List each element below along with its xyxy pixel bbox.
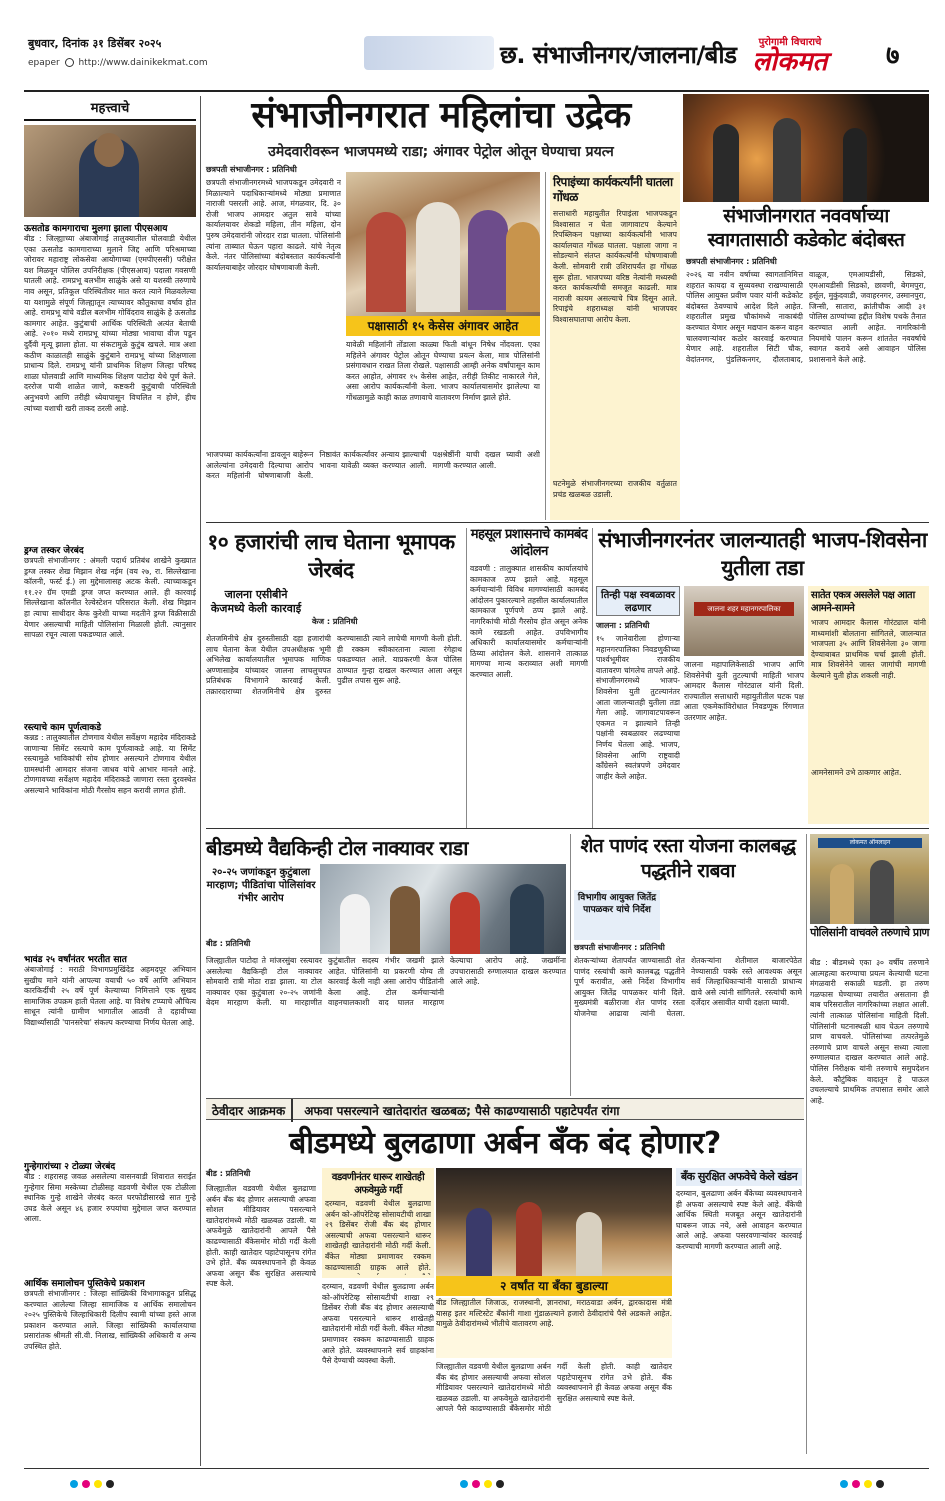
- lead-text-1: छत्रपती संभाजीनगरमध्ये भाजपकडून उमेदवारी न मिळाल्याने पदाधिकाऱ्यांमध्ये मोठ्या प्रमाणात नाराजी पसरली आहे. आज, मंगळवार, दि. ३० रोजी भाजप आमदार अतुल सावे यांच्या कार्यालयावर शेकडो महिला, तीन महिला, दोन पुरुष उमेदवारांनी जोरदार राडा घातला. पोलिसांनी त्यांना ताब्यात घेऊन पहारा काढले. यांचे नेतृत्व केले. नंतर पोलिसांच्या बंदोबस्तात कार्यकर्त्यांनी कार्यालयाबाहेर जोरदार घोषणाबाजी केली.: [206, 178, 341, 272]
- bribe-text: शेतजमिनीचे क्षेत्र दुरुस्तीसाठी दहा हजारांची लाच घेताना केज येथील उपअधीक्षक भूमी अभिलेख कार्यालयातील भूमापक माणिक अण्णासाहेब यांच्यावर जालना लाचलुचपत प्रतिबंधक विभागाने कारवाई केली. तक्रारदाराच्या शेतजमिनीचे क्षेत्र दुरुस्त करण्यासाठी त्याने लाचेची मागणी केली होती. ही रक्कम स्वीकारताना त्याला रंगेहाथ पकडण्यात आले. याप्रकरणी केज पोलिस ठाण्यात गुन्हा दाखल करण्यात आला असून पुढील तपास सुरू आहे.: [206, 634, 462, 696]
- person-figure: [510, 884, 544, 954]
- bank-photo-text: बीड जिल्ह्यातील जिजाऊ, राजस्थानी, ज्ञानराधा, मराठवाडा अर्बन, द्वारकादास मंत्री यासह इतर मल्टिस्टेट बँकांनी गाशा गुंडाळल्याने हजारो ठेवीदारांचे पैसे अडकले आहेत. यामुळे ठेवीदारांमध्ये भीतीचे वातावरण आहे.: [436, 1298, 672, 1358]
- lead-text-2: यावेळी महिलांनी तोंडाला काळ्या फिती बांधून निषेध नोंदवला. एका महिलेने अंगावर पेट्रोल ओतून घेण्याचा प्रयत्न केला, मात्र पोलिसांनी प्रसंगावधान राखत तिला रोखले. पक्षासाठी आम्ही अनेक वर्षांपासून काम करत आहोत, अंगावर १५ केसेस आहेत, तरीही तिकीट नाकारले गेले, असा आरोप कार्यकर्त्यांनी केला. भाजप कार्यालयासमोर झालेल्या या गोंधळामुळे काही काळ तणावाचे वातावरण निर्माण झाले होते.: [346, 340, 540, 402]
- farm-subhead: विभागीय आयुक्त जितेंद्र पापळकर यांचे निर्देश: [574, 890, 660, 940]
- sidebar-item-text: छत्रपती संभाजीनगर : अंमली पदार्थ प्रतिबंध शाखेने कुख्यात ड्रग्ज तस्कर शेख मिझान शेख नईम (वय २७, रा. सिल्लेखाना कॉलनी, फर्स्ट ई.) ला मुद्देमालासह अटक केली. त्याच्याकडून ११.२२ ग्रॅम एमडी ड्रग्ज जप्त करण्यात आले. ही कारवाई सिल्लेखाना कॉलनीत रेल्वेस्टेशन परिसरात केली. शेख मिझान हा त्याचा साथीदार केफ कुरेशी याच्या मदतीने ड्रग्ज विक्रीसाठी येणार असल्याची माहिती पोलिसांना मिळाली होती. त्यानुसार सापळा रचून त्याला पकडण्यात आले.: [24, 556, 196, 640]
- lead-photo-caption: पक्षासाठी १५ केसेस अंगावर आहेत: [346, 316, 540, 336]
- newyear-byline: छत्रपती संभाजीनगर : प्रतिनिधी: [686, 257, 777, 266]
- police-figure: [843, 128, 867, 202]
- cmyk-dot: [106, 1480, 114, 1488]
- sidebar-item-text: अंबाजोगाई : मराठी विभागप्रमुखिंदेड अहमदपूर अभियान सुखीच माने यांनी आपल्या वयाची ५० वर्षे आणि अभियान कारकिर्दीची २५ वर्षे पूर्ण केल्याच्या निमित्ताने एक सुखद सामाजिक उपक्रम हाती घेतला आहे. या विशेष टप्प्याचे औचित्य साधून त्यांनी ग्रामीण भागातील आठवी ते दहावीच्या विद्यार्थ्यांसाठी 'पानसरेचा' संकल्प करण्याचा निर्णय घेतला आहे.: [24, 965, 196, 1027]
- sidebar-item-title: ड्रग्ज तस्कर जेरबंद: [24, 546, 84, 556]
- sidebar-item-title: आर्थिक समालोचन पुस्तिकेचे प्रकाशन: [24, 1279, 145, 1289]
- epaper-url: http://www.dainikekmat.com: [78, 58, 208, 68]
- alliance-side: [808, 586, 929, 824]
- alliance-photo: [684, 586, 804, 656]
- sidebar-item: [24, 221, 196, 539]
- bank-photo-caption: २ वर्षांत या बँका बुडाल्या: [436, 1276, 672, 1296]
- sidebar-item-text: छत्रपती संभाजीनगर : जिल्हा सांख्यिकी विभागाकडून प्रसिद्ध करण्यात आलेल्या जिल्हा सामाजिक व आर्थिक समालोचन २०२५ पुस्तिकेचे जिल्हाधिकारी दिलीप स्वामी यांच्या हस्ते आज प्रकाशन करण्यात आले. जिल्हा सांख्यिकी कार्यालयाचा प्रसारांतक श्रीमती सी.वी. निलाख, सांख्यिकी अधिकारी व अन्य उपस्थित होते.: [24, 1289, 196, 1351]
- sidebar-item-title: रस्त्याचे काम पूर्णत्वाकडे: [24, 723, 102, 733]
- masthead-name: लोकमत: [752, 47, 828, 77]
- revenue-text: वडवणी : तालुक्यात शासकीय कार्यालयांचे कामकाज ठप्प झाले आहे. महसूल कर्मचाऱ्यांनी विविध मागण्यांसाठी कामबंद आंदोलन पुकारल्याने तहसील कार्यालयातील कामकाज पूर्णपणे ठप्प झाले आहे. नागरिकांची मोठी गैरसोय होत असून अनेक कामे रखडली आहेत. उपविभागीय अधिकारी कार्यालयासमोर कर्मचाऱ्यांनी ठिय्या आंदोलन केले. शासनाने तात्काळ मागण्या मान्य कराव्यात अशी मागणी करण्यात आली.: [470, 564, 588, 679]
- alliance-text-2: जालना महापालिकेसाठी भाजप आणि शिवसेनेची युती तुटल्याची माहिती भाजप आमदार कैलास गोरंट्याल यांनी दिली. राज्यातील सत्ताधारी महायुतीतील घटक पक्ष आता एकमेकांविरोधात निवडणूक रिंगणात उतरणार आहेत.: [684, 660, 804, 722]
- lead-text-3: भाजपच्या कार्यकर्त्यांना डावलून बाहेरून आलेल्यांना उमेदवारी दिल्याचा आरोप करत महिलांनी घोषणाबाजी केली. निष्ठावंत कार्यकर्त्यांवर अन्याय झाल्याची भावना यावेळी व्यक्त करण्यात आली. पक्षश्रेष्ठींनी याची दखल घ्यावी अशी मागणी करण्यात आली.: [206, 450, 540, 481]
- sidebar-item: [24, 543, 196, 716]
- cmyk-dot: [94, 1480, 102, 1488]
- alliance-byline: जालना : प्रतिनिधी: [596, 621, 650, 630]
- bank-right-title: बँक सुरक्षित अफवेचे केले खंडन: [676, 1168, 802, 1186]
- bribe-headline: १० हजारांची लाच घेताना भूमापक जेरबंद: [207, 530, 455, 582]
- cmyk-dot: [876, 1480, 884, 1488]
- masthead: [724, 34, 856, 78]
- side-story-text: सत्ताधारी महायुतीत रिपाइंला भाजपकडून विश्वासात न घेता जागावाटप केल्याने रिपब्लिकन पक्षाच्या कार्यकर्त्यांनी भाजप कार्यालयात गोंधळ घातला. पक्षाला जागा न सोडल्याने संतप्त कार्यकर्त्यांनी घोषणाबाजी केली. सोमवारी रात्री उशिरापर्यंत हा गोंधळ सुरू होता. भाजपच्या वरिष्ठ नेत्यांनी मध्यस्थी करत कार्यकर्त्यांची समजूत काढली. मात्र नाराजी कायम असल्याचे चित्र दिसून आले. रिपाइंचे शहराध्यक्ष यांनी भाजपवर विश्वासघाताचा आरोप केला.: [553, 209, 677, 324]
- alliance-footer: आमनेसामने उभे ठाकणार आहेत.: [811, 768, 902, 777]
- person-figure: [340, 894, 370, 954]
- crowd-figure: [416, 202, 460, 312]
- sidebar: [24, 96, 196, 1466]
- page-number: ७: [886, 41, 900, 71]
- cmyk-dot: [472, 1480, 480, 1488]
- cmyk-dot: [460, 1480, 468, 1488]
- police-figure: [773, 118, 801, 202]
- rescue-caption: पोलिसांनी वाचवले तरुणाचे प्राण: [810, 926, 929, 939]
- person-face: [94, 133, 124, 167]
- bank-photo: [436, 1168, 672, 1276]
- lead-headline: संभाजीनगरात महिलांचा उद्रेक: [251, 95, 631, 136]
- alliance-headline: संभाजीनगरनंतर जालन्यातही भाजप-शिवसेना युतीला तडा: [598, 528, 927, 580]
- toll-byline: बीड : प्रतिनिधी: [206, 939, 251, 948]
- newyear-photo: [683, 94, 929, 202]
- sidebar-item-text: कन्नड : तालुक्यातील टोणगाव येथील सर्वेक्षण महादेव मंदिराकडे जाणाऱ्या सिमेंट रस्त्याचे काम पूर्णत्वाकडे आहे. या सिमेंट रस्त्यामुळे भाविकांची सोय होणार असल्याने टोणगाव येथील ग्रामस्थांनी आमदार संजना जाधव यांचे आभार मानले आहे. टोणगावच्या सर्वेक्षण महादेव मंदिराकडे जाणारा रस्ता दुरवस्थेत असल्याने भाविकांना मोठी गैरसोय सहन करावी लागत होती.: [24, 733, 196, 795]
- toll-subhead: २०-२५ जणांकडून कुटुंबाला मारहाण; पीडितांचा पोलिसांवर गंभीर आरोप: [206, 867, 316, 904]
- rescue-photo: [810, 834, 929, 924]
- cmyk-dot: [70, 1480, 78, 1488]
- alliance-side-title: सातेत एकत्र असलेले पक्ष आता आमने-सामने: [811, 590, 915, 614]
- section-title: छ. संभाजीनगर/जालना/बीड: [500, 41, 737, 69]
- rescue-text: बीड : बीडमध्ये एका ३० वर्षीय तरुणाने आत्महत्या करण्याचा प्रयत्न केल्याची घटना मंगळवारी सकाळी घडली. हा तरुण गळफास घेण्याच्या तयारीत असताना ही बाब परिसरातील नागरिकांच्या लक्षात आली. त्यांनी तात्काळ पोलिसांना माहिती दिली. पोलिसांनी घटनास्थळी धाव घेऊन तरुणाचे प्राण वाचवले. पोलिसांच्या तत्परतेमुळे तरुणाचे प्राण वाचले असून सध्या त्याला रुग्णालयात दाखल करण्यात आले आहे. पोलिस निरीक्षक यांनी तरुणाचे समुपदेशन केले. कौटुंबिक वादातून हे पाऊल उचलल्याचे प्राथमिक तपासात समोर आले आहे.: [810, 958, 929, 1105]
- police-figure: [830, 864, 854, 924]
- crowd-figure: [366, 212, 406, 312]
- police-figure: [870, 860, 894, 924]
- toll-text: जिल्ह्यातील पाटोदा ते मांजरसुंबा रस्त्यावर असलेल्या वैद्यकिन्ही टोल नाक्यावर सोमवारी रात्री मोठा राडा झाला. या टोल नाक्यावर एका कुटुंबाला २०-२५ जणांनी बेदम मारहाण केली. या मारहाणीत कुटुंबातील सदस्य गंभीर जखमी झाले आहेत. पोलिसांनी या प्रकरणी योग्य ती कारवाई केली नाही असा आरोप पीडितांनी केला आहे. टोल कर्मचाऱ्यांनी वाहनचालकाशी वाद घालत मारहाण केल्याचा आरोप आहे. जखमींना उपचारासाठी रुग्णालयात दाखल करण्यात आले आहे.: [206, 956, 566, 1008]
- epaper-label: epaper: [28, 58, 60, 68]
- sidebar-title: महत्त्वाचे: [24, 96, 196, 121]
- side-story: [550, 172, 680, 520]
- crowd-figure: [466, 1208, 492, 1276]
- newyear-headline: संभाजीनगरात नववर्षाच्या स्वागतासाठी कडेकोट बंदोबस्त: [707, 205, 905, 251]
- contractor-bar-text: अफवा पसरल्याने खातेदारांत खळबळ; पैसे काढण्यासाठी पहाटेपर्यंत रांगा: [304, 1104, 620, 1118]
- masthead-tag: पुरोगामी विचाराचे: [758, 37, 822, 48]
- sidebar-item: [24, 1159, 196, 1272]
- sidebar-photo: [24, 125, 196, 217]
- cmyk-dot: [852, 1480, 860, 1488]
- side-story-footer: घटनेमुळे संभाजीनगरच्या राजकीय वर्तुळात प्रचंड खळबळ उडाली.: [553, 479, 677, 499]
- lead-subhead: उमेदवारीवरून भाजपमध्ये राडा; अंगावर पेट्रोल ओतून घेण्याचा प्रयत्न: [268, 144, 614, 160]
- bribe-subhead: जालना एसीबीने केजमध्ये केली कारवाई: [210, 588, 302, 615]
- sidebar-item-title: भावंड २५ वर्षांनंतर भरतीत सात: [24, 955, 127, 965]
- section-ornament: [364, 36, 494, 70]
- bank-photo-body: जिल्ह्यातील वडवणी येथील बुलढाणा अर्बन बँक बंद होणार असल्याची अफवा सोशल मीडियावर पसरल्याने खातेदारांमध्ये मोठी खळबळ उडाली. या अफवेमुळे खातेदारांनी आपले पैसे काढण्यासाठी बँकेसमोर मोठी गर्दी केली होती. काही खातेदार पहाटेपासूनच रांगेत उभे होते. बँक व्यवस्थापनाने ही केवळ अफवा असून बँक सुरक्षित असल्याचे स्पष्ट केले.: [436, 1362, 672, 1414]
- alliance-box: तिन्ही पक्ष स्वबळावर लढणार: [596, 586, 680, 616]
- sidebar-item: [24, 952, 196, 1155]
- cmyk-dot: [82, 1480, 90, 1488]
- cmyk-dot: [840, 1480, 848, 1488]
- crowd-figure: [576, 1212, 602, 1276]
- epaper-link[interactable]: [28, 58, 208, 68]
- bank-byline: बीड : प्रतिनिधी: [206, 1169, 251, 1178]
- bank-right: [676, 1168, 802, 1454]
- side-story-headline: रिपाइंच्या कार्यकर्त्यांनी घातला गोंधळ: [553, 175, 673, 204]
- cmyk-dot: [484, 1480, 492, 1488]
- crowd-figure: [506, 222, 540, 312]
- bank-mid-body: दरम्यान, वडवणी येथील बुलढाणा अर्बन को-ऑपरेटिव्ह सोसायटीची शाखा २९ डिसेंबर रोजी बँक बंद होणार असल्याची अफवा पसरल्याने धारूर शाखेतही खातेदारांनी मोठी गर्दी केली. बँकेत मोठ्या प्रमाणावर रक्कम काढण्यासाठी ग्राहक आले होते. व्यवस्थापनाने सर्व ग्राहकांना पैसे देण्याची व्यवस्था केली.: [322, 1282, 434, 1366]
- bank-headline: बीडमध्ये बुलढाणा अर्बन बँक बंद होणार?: [289, 1126, 721, 1161]
- farm-headline: शेत पाणंद रस्ता योजना कालबद्ध पद्धतीने राबवा: [580, 835, 796, 882]
- bank-right-text: दरम्यान, बुलढाणा अर्बन बँकेच्या व्यवस्थापनाने ही अफवा असल्याचे स्पष्ट केले आहे. बँकेची आर्थिक स्थिती मजबूत असून खातेदारांनी घाबरून जाऊ नये, असे आवाहन करण्यात आले आहे. अफवा पसरवणाऱ्यांवर कारवाई करण्याची मागणी करण्यात आली आहे.: [676, 1189, 802, 1251]
- globe-icon: [65, 58, 74, 67]
- bribe-byline: केज : प्रतिनिधी: [312, 617, 358, 626]
- rescue-photo-sign: लोकमत ऑनलाइन: [818, 838, 922, 848]
- farm-byline: छत्रपती संभाजीनगर : प्रतिनिधी: [574, 943, 665, 952]
- contractor-bar-label: ठेवीदार आक्रमक: [206, 1099, 293, 1122]
- toll-headline: बीडमध्ये वैद्यकिन्ही टोल नाक्यावर राडा: [206, 836, 468, 860]
- police-figure: [713, 124, 739, 202]
- alliance-side-text: भाजप आमदार कैलास गोरंट्याल यांनी माध्यमांशी बोलताना सांगितले, जालन्यात भाजपला ३५ आणि शिवसेनेला ३० जागा देण्याबाबत प्राथमिक चर्चा झाली होती. मात्र शिवसेनेने जास्त जागांची मागणी केल्याने युती होऊ शकली नाही.: [811, 618, 926, 680]
- person-figure: [390, 886, 420, 954]
- bank-mid: [322, 1168, 434, 1278]
- alliance-text: १५ जानेवारीला होणाऱ्या महानगरपालिका निवडणुकीच्या पार्श्वभूमीवर राजकीय वातावरण चांगलेच तापले आहे. संभाजीनगरमध्ये भाजप-शिवसेना युती तुटल्यानंतर आता जालन्यातही युतीला तडा गेला आहे. जागावाटपावरून एकमत न झाल्याने तिन्ही पक्षांनी स्वबळावर लढण्याचा निर्णय घेतला आहे. भाजप, शिवसेना आणि राष्ट्रवादी काँग्रेसने स्वतंत्रपणे उमेदवार जाहीर केले आहेत.: [596, 634, 680, 781]
- bank-mid-title: वडवणीनंतर धारूर शाखेतही अफवेमुळे गर्दी: [331, 1172, 425, 1196]
- sidebar-item-title: गुन्हेगारांच्या २ टोळ्या जेरबंद: [24, 1162, 116, 1172]
- header-bar: [24, 28, 929, 92]
- newyear-text: २०२६ या नवीन वर्षाच्या स्वागतानिमित्त शहरात कायदा व सुव्यवस्था राखण्यासाठी पोलिस आयुक्त प्रवीण पवार यांनी कडेकोट बंदोबस्त ठेवण्याचे आदेश दिले आहेत. शहरातील प्रमुख चौकांमध्ये नाकाबंदी करण्यात येणार असून मद्यपान करून वाहन चालवणाऱ्यांवर कठोर कारवाई करण्यात येणार आहे. शहरातील सिटी चौक, वेदांतनगर, पुंडलिकनगर, दौलताबाद, वाळूज, एमआयडीसी, सिडको, एमआयडीसी सिडको, छावणी, बेगमपुरा, हर्सूल, मुकुंदवाडी, जवाहरनगर, उस्मानपुरा, जिन्सी, सातारा, क्रांतीचौक आदी ३१ पोलिस ठाण्यांच्या हद्दीत विशेष पथके तैनात करण्यात आली आहेत. नागरिकांनी नियमांचे पालन करून शांततेत नववर्षाचे स्वागत करावे असे आवाहन पोलिस प्रशासनाने केले आहे.: [686, 270, 926, 364]
- sidebar-item: [24, 720, 196, 948]
- sidebar-item-text: बीड : शहरासह जवळ असलेल्या वासनवाडी शिवारात सराईत गुन्हेगार सिमा मस्केच्या टोळीसह वडवणी येथील एक टोळीला स्थानिक गुन्हे शाखेने जेरबंद करत घरफोडीसारखे सात गुन्हे उघड केले असून ४६ हजार रुपयांचा मुद्देमाल जप्त करण्यात आला.: [24, 1172, 196, 1224]
- sidebar-item-text: बीड : जिल्ह्याच्या अंबाजोगाई तालुक्यातील घोलवाडी येथील एका ऊसतोड कामगाराच्या मुलाने जिद्द आणि परिश्रमाच्या जोरावर महाराष्ट्र लोकसेवा आयोगाच्या (एमपीएससी) परीक्षेत यश मिळवून पोलिस उपनिरीक्षक (पीएसआय) पदाला गवसणी घातली आहे. रामप्रभू बलभीम साळुंके असे या यशस्वी तरुणाचे नाव असून, प्रतिकूल परिस्थितीवर मात करत त्याने मिळवलेल्या या यशामुळे संपूर्ण जिल्ह्यातून त्याच्यावर कौतुकाचा वर्षाव होत आहे. रामप्रभू यांचे वडील बलभीम गोविंदराव साळुंके हे ऊसतोड कामगार आहेत. कुटुंबाची आर्थिक परिस्थिती अत्यंत बेताची आहे. २०१० मध्ये रामप्रभू यांच्या मोठ्या भावाचा वीज पडून दुर्दैवी मृत्यू झाला होता. या संकटामुळे कुटुंब खचले. मात्र अशा कठीण काळातही साळुंके कुटुंबाने रामप्रभू यांच्या शिक्षणाला प्राधान्य दिले. रामप्रभू यांनी प्राथमिक शिक्षण जिल्हा परिषद शाळा घोलवाडी आणि माध्यमिक शिक्षण पाटोदा येथे पूर्ण केले. दररोज पायी शाळेत जाणे, कष्टकरी कुटुंबाची परिस्थिती अनुभवणे आणि तरीही ध्येयापासून विचलित न होणे, हीच त्यांच्या यशाची खरी ताकद ठरली आहे.: [24, 234, 196, 413]
- contractor-bar: [206, 1098, 804, 1120]
- lead-photo: [346, 172, 540, 324]
- alliance-photo-sign: जालना शहर महानगरपालिका: [694, 602, 794, 616]
- toll-photo: [320, 864, 566, 954]
- crowd-figure: [516, 1202, 542, 1276]
- crowd-figure: [468, 210, 508, 310]
- bank-text: जिल्ह्यातील वडवणी येथील बुलढाणा अर्बन बँक बंद होणार असल्याची अफवा सोशल मीडियावर पसरल्याने खातेदारांमध्ये मोठी खळबळ उडाली. या अफवेमुळे खातेदारांनी आपले पैसे काढण्यासाठी बँकेसमोर मोठी गर्दी केली होती. काही खातेदार पहाटेपासूनच रांगेत उभे होते. बँक व्यवस्थापनाने ही केवळ अफवा असून बँक सुरक्षित असल्याचे स्पष्ट केले.: [206, 1184, 316, 1289]
- person-figure: [450, 892, 480, 954]
- sidebar-item: [24, 1276, 196, 1409]
- bank-mid-text: दरम्यान, वडवणी येथील बुलढाणा अर्बन को-ऑपरेटिव्ह सोसायटीची शाखा २९ डिसेंबर रोजी बँक बंद होणार असल्याची अफवा पसरल्याने धारूर शाखेतही खातेदारांनी मोठी गर्दी केली. बँकेत मोठ्या प्रमाणावर रक्कम काढण्यासाठी ग्राहक आले होते.: [325, 1199, 431, 1272]
- cmyk-dot: [496, 1480, 504, 1488]
- sidebar-item-title: ऊसतोड कामगाराचा मुलगा झाला पीएसआय: [24, 224, 168, 234]
- lead-byline: छत्रपती संभाजीनगर : प्रतिनिधी: [206, 165, 297, 174]
- cmyk-dot: [864, 1480, 872, 1488]
- header-date: बुधवार, दिनांक ३१ डिसेंबर २०२५: [28, 37, 162, 50]
- farm-text: शेतकऱ्यांच्या शेतापर्यंत जाण्यासाठी शेत पाणंद रस्त्यांची कामे कालबद्ध पद्धतीने पूर्ण करावीत, असे निर्देश विभागीय आयुक्त जितेंद्र पापळकर यांनी दिले. मुख्यमंत्री बळीराजा शेत पाणंद रस्ता योजनेचा आढावा त्यांनी घेतला. शेतकऱ्यांना शेतीमाल बाजारपेठेत नेण्यासाठी पक्के रस्ते आवश्यक असून सर्व जिल्हाधिकाऱ्यांनी यासाठी प्राधान्य द्यावे असे त्यांनी सांगितले. रस्त्यांची कामे दर्जेदार असावीत याची दक्षता घ्यावी.: [574, 956, 802, 1018]
- revenue-headline: महसूल प्रशासनाचे कामबंद आंदोलन: [470, 527, 588, 559]
